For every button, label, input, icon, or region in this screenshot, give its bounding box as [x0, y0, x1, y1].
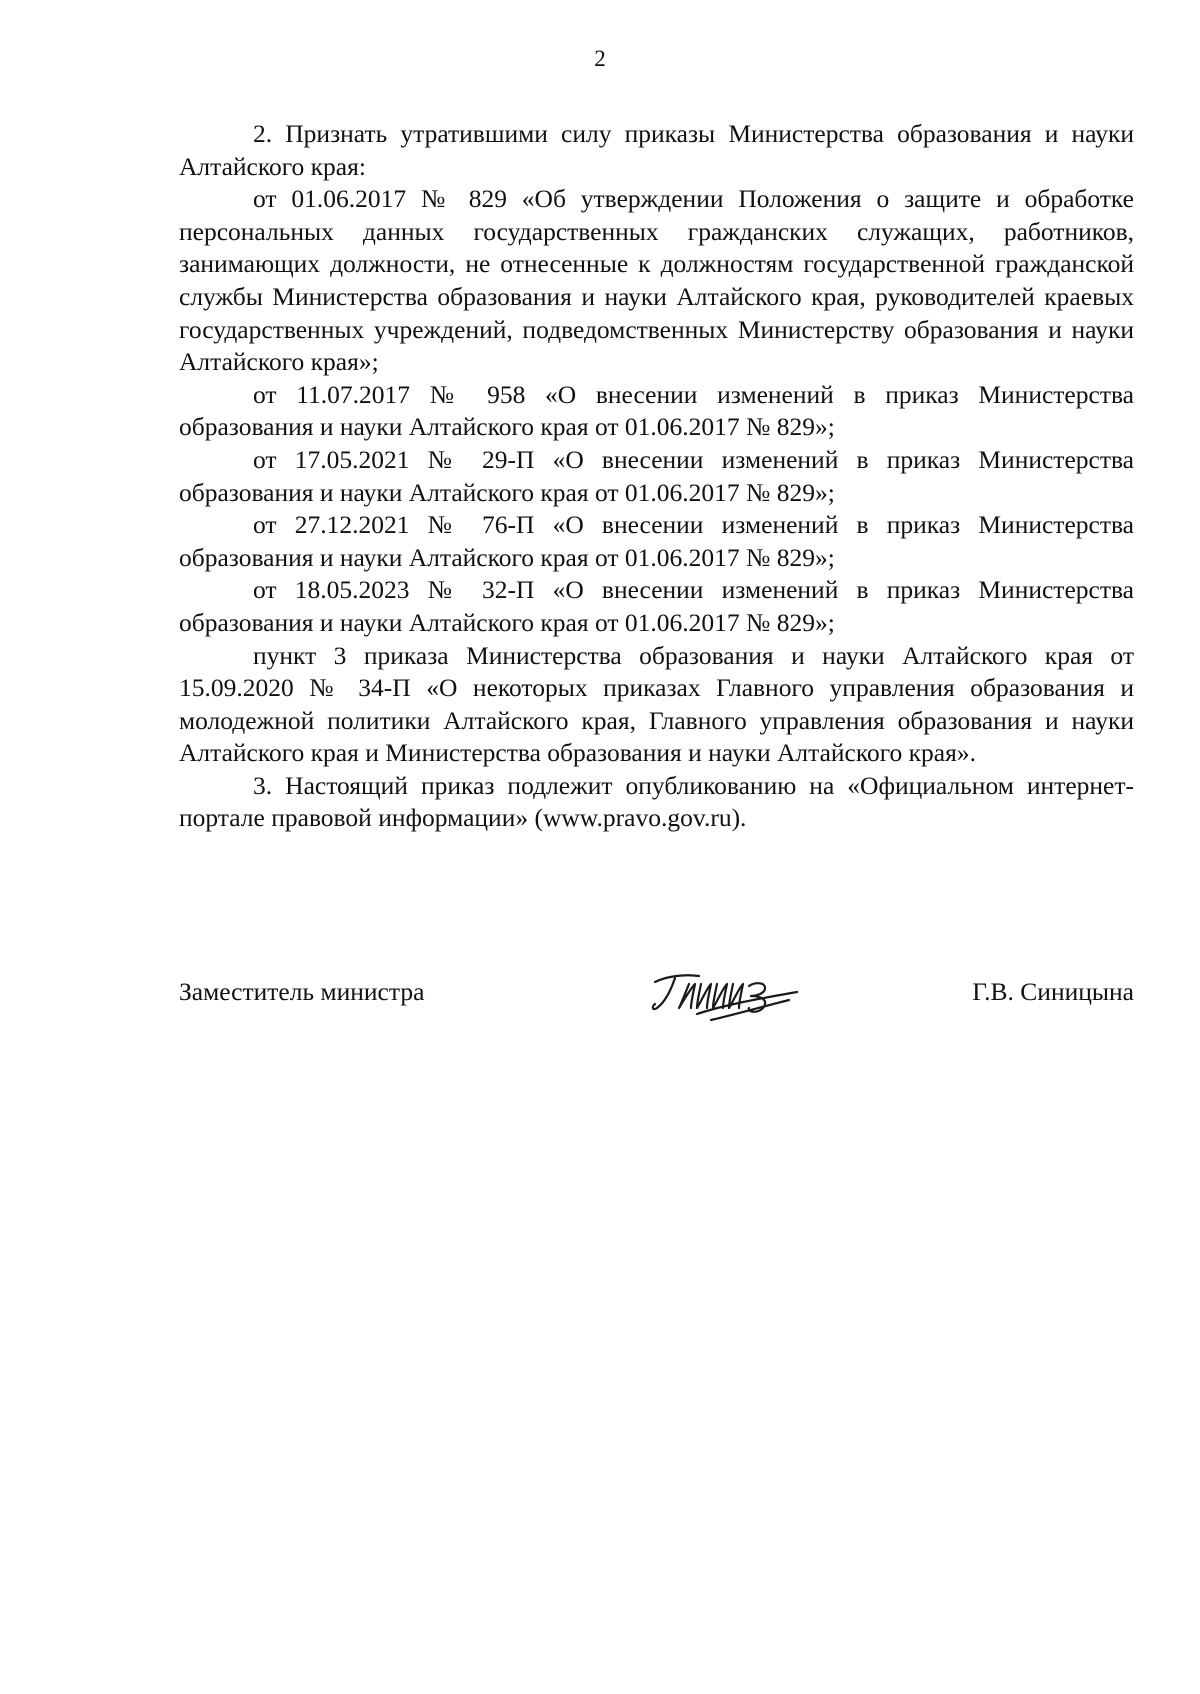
- paragraph-order-32p: от 18.05.2023 № 32-П «О внесении изменений в приказ Министерства образования и науки Алтайского края от 01.06.2017 № 829»;: [179, 575, 1134, 637]
- document-body: [179, 118, 1134, 835]
- signatory-name: Г.В. Синицына: [972, 977, 1134, 1006]
- paragraph-order-34p: пункт 3 приказа Министерства образования и науки Алтайского края от 15.09.2020 № 34-П «О некоторых приказах Главного управления образования и молодежной политики Алтайского края, Главного управления образования и науки Алтайского края и Министерства образования и науки Алтайского края».: [179, 640, 1134, 768]
- signature-block: [179, 968, 1134, 1028]
- paragraph-item-2: 2. Признать утратившими силу приказы Министерства образования и науки Алтайского края:: [179, 119, 1134, 181]
- signatory-position: Заместитель министра: [179, 977, 425, 1006]
- page-number: 2: [594, 46, 606, 71]
- paragraph-order-76p: от 27.12.2021 № 76-П «О внесении изменений в приказ Министерства образования и науки Алтайского края от 01.06.2017 № 829»;: [179, 510, 1134, 572]
- paragraph-order-29p: от 17.05.2021 № 29-П «О внесении изменений в приказ Министерства образования и науки Алтайского края от 01.06.2017 № 829»;: [179, 444, 1134, 507]
- paragraph-order-958: от 11.07.2017 № 958 «О внесении изменений в приказ Министерства образования и науки Алтайского края от 01.06.2017 № 829»;: [179, 379, 1134, 442]
- signature-icon: [641, 962, 821, 1028]
- paragraph-item-3: 3. Настоящий приказ подлежит опубликованию на «Официальном интернет-портале правовой информации» (www.pravo.gov.ru).: [179, 770, 1134, 833]
- paragraph-order-829: от 01.06.2017 № 829 «Об утверждении Положения о защите и обработке персональных данных государственных гражданских служащих, работников, занимающих должности, не отнесенные к должностям государственной гражданской службы Министерства образования и науки Алтайского края, руководителей краевых государственных учреждений, подведомственных Министерству образования и науки Алтайского края»;: [179, 184, 1134, 377]
